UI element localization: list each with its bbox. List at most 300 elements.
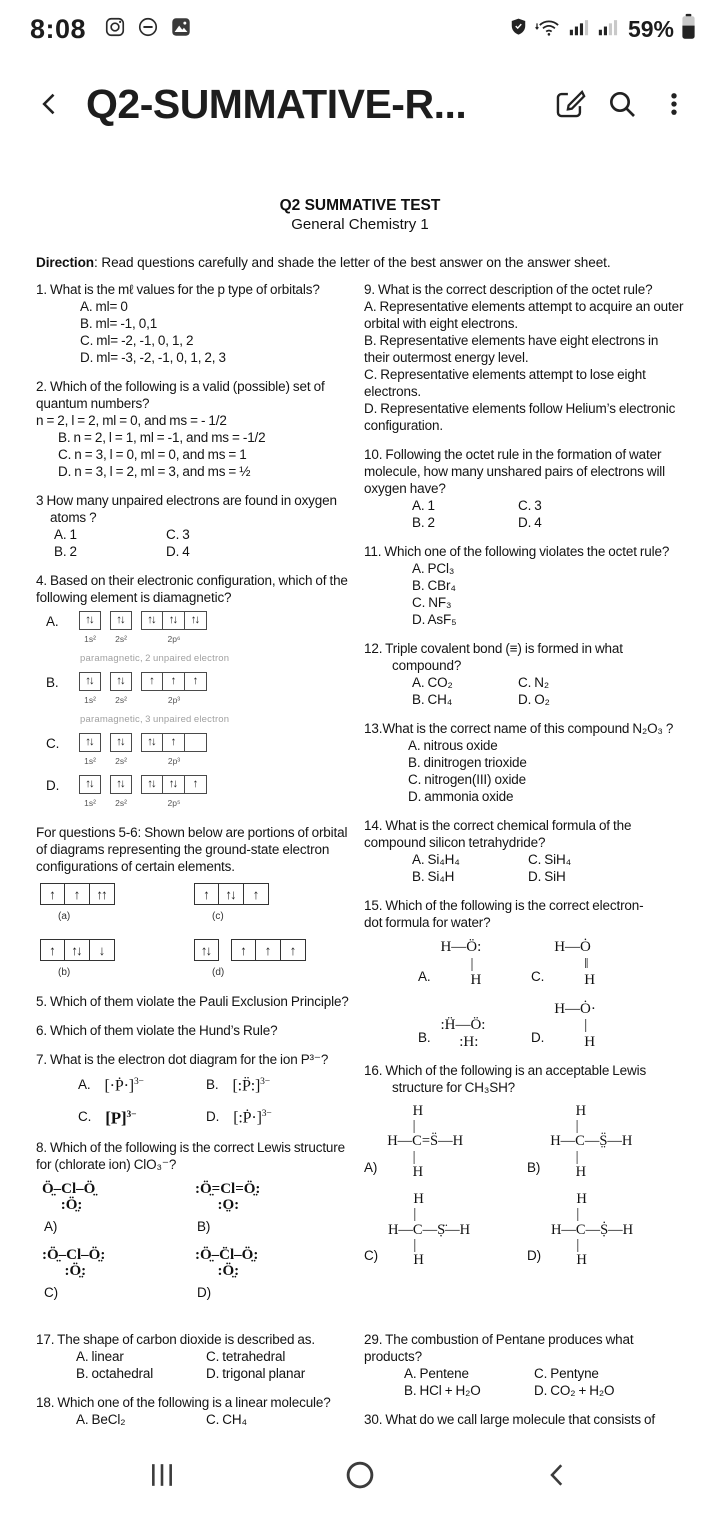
orbital-box: ↑ — [40, 883, 65, 905]
orbital-group — [141, 733, 207, 770]
structure-line: H — [550, 1163, 587, 1180]
question-text: 1. What is the mℓ values for the p type of orbitals? — [36, 282, 320, 297]
orbital-box: ↑↓ — [79, 775, 101, 794]
status-time: 8:08 — [30, 13, 87, 44]
structure-lines — [551, 1192, 633, 1268]
structure-line: H — [387, 1191, 424, 1208]
column-left — [36, 281, 356, 1300]
question-option: D. trigonal planar — [206, 1366, 306, 1381]
orbital-boxes — [194, 939, 340, 961]
question-option: B. Representative elements have eight electrons in their outermost energy level. — [364, 333, 659, 365]
orbital-boxes — [40, 939, 190, 961]
option-letter: C) — [44, 1284, 58, 1300]
adblock-shield-icon — [509, 16, 528, 42]
orbital-box: ↑ — [163, 672, 185, 691]
orbital-group — [141, 672, 207, 709]
orbital-subshell-label: 2p⁵ — [167, 798, 181, 808]
orbital-box: ↑ — [141, 672, 163, 691]
option-letter: D) — [197, 1284, 211, 1300]
orbital-subshell-label: 1s² — [84, 798, 96, 808]
orbital-boxes — [141, 672, 207, 691]
question-options-grid — [36, 1411, 356, 1428]
question-text: 18. Which one of the following is a linear molecule? — [36, 1395, 331, 1410]
question-text: 5. Which of them violate the Pauli Exclusion Principle? — [36, 994, 349, 1009]
electron-dot-diagram — [206, 1074, 356, 1094]
structure-line: :Ḧ—Ö: — [440, 1017, 486, 1033]
structure-line: :Ö̤–C̈l–Ö̤: — [195, 1246, 259, 1263]
orbital-subshell-label: 1s² — [84, 756, 96, 766]
structure-lines — [388, 1192, 470, 1268]
question-options-grid — [364, 851, 684, 885]
structure-line: :Ö̤: — [42, 1197, 83, 1214]
electron-dot-diagram — [206, 1106, 356, 1126]
structure-line: H — [550, 1103, 587, 1119]
orbital-box: ↑ — [65, 883, 90, 905]
option-letter: C. — [78, 1108, 92, 1124]
orbital-box-group — [231, 939, 306, 961]
dot-structure: $[P]^{3-}$ — [105, 1108, 137, 1128]
structure-lines — [440, 939, 481, 989]
question-text: 8. Which of the following is the correct Lewis structure for (chlorate ion) ClO₃⁻? — [36, 1139, 345, 1172]
structure-line: ‖ — [554, 955, 589, 972]
orbital-box: ↑ — [231, 939, 256, 961]
dot-structure: [:P̈:]$^{3-}$ — [232, 1077, 270, 1095]
test-title: Q2 SUMMATIVE TEST — [279, 197, 441, 214]
lewis-structure — [364, 1192, 521, 1268]
option-letter: A) — [44, 1218, 58, 1234]
structure-line: H—C=S̈—H — [387, 1133, 464, 1150]
orbital-box — [185, 733, 207, 752]
lewis-structure — [527, 1104, 684, 1180]
question-text-continued: compound? — [392, 658, 462, 673]
question-option: A. nitrous oxide — [408, 738, 498, 753]
orbital-box: ↑ — [244, 883, 269, 905]
structure-line: H — [550, 1251, 587, 1268]
question-option: n = 2, l = 2, ml = 0, and ms = - 1/2 — [36, 413, 227, 428]
structure-line: :Ö̤–Cl–Ö̤: — [42, 1246, 106, 1263]
question-text: 7. What is the electron dot diagram for the ion P³⁻? — [36, 1052, 329, 1067]
question-text: For questions 5-6: Shown below are portions of orbital of diagrams representing the ground-state electron configurations of certain elements. — [36, 825, 348, 874]
question-block — [36, 1022, 356, 1039]
orbital-boxes — [79, 733, 101, 752]
structure-lines — [554, 1001, 596, 1051]
question-option: A. BeCl₂ — [76, 1412, 126, 1427]
question-option: A. CO₂ — [412, 675, 453, 690]
structure-lines — [42, 1247, 105, 1280]
question-option: B. Si₄H — [412, 869, 455, 884]
structure-line: :Ö̤=Cl=Ö̤: — [195, 1180, 261, 1197]
question-option: D. ml= -3, -2, -1, 0, 1, 2, 3 — [80, 350, 226, 365]
battery-percent: 59% — [627, 15, 674, 42]
question-option: C. nitrogen(III) oxide — [408, 772, 527, 787]
orbital-option-row — [46, 672, 356, 709]
option-letter: B) — [527, 1160, 541, 1176]
question-option: A. Si₄H₄ — [412, 852, 460, 867]
orbital-note: paramagnetic, 3 unpaired electron — [80, 714, 230, 725]
question-block — [36, 492, 356, 560]
test-subtitle: General Chemistry 1 — [291, 216, 429, 233]
option-letter: A. — [78, 1076, 91, 1092]
structure-line: H—C—Ṩ—H — [550, 1221, 634, 1238]
question-block — [36, 1051, 356, 1127]
question-option: D. O₂ — [518, 692, 550, 707]
structure-line: | — [387, 1148, 416, 1165]
overflow-menu-icon[interactable] — [648, 76, 700, 132]
orbital-subshell-label: 2s² — [115, 695, 127, 705]
structure-line: H—C—Ṣ̈—H — [387, 1221, 471, 1238]
orbital-figure — [40, 883, 190, 925]
orbital-group — [79, 733, 101, 770]
structure-line: Ö̤–Cl–Ö̤ — [42, 1180, 96, 1197]
structure-line: H — [387, 1163, 424, 1180]
question-option: D. AsF₅ — [412, 612, 457, 627]
orbital-boxes — [110, 733, 132, 752]
question-text: 29. The combustion of Pentane produces what products? — [364, 1332, 634, 1364]
orbital-box: ↑ — [256, 939, 281, 961]
question-text-continued: atoms ? — [50, 510, 97, 525]
question-options-grid — [364, 674, 684, 708]
lewis-structure — [364, 1104, 521, 1180]
orbital-box: ↑ — [185, 775, 207, 794]
orbital-box: ↑↓ — [110, 672, 132, 691]
structure-line: H — [554, 972, 596, 988]
question-text: 14. What is the correct chemical formula of the compound silicon tetrahydride? — [364, 818, 632, 850]
orbital-boxes — [110, 611, 132, 630]
orbital-boxes — [79, 611, 101, 630]
document-title-truncated: Q2-SUMMATIVE-R... — [86, 80, 467, 127]
question-option: A. 1 — [54, 527, 77, 542]
app-bar — [0, 58, 720, 150]
two-column-layout — [36, 281, 684, 1300]
question-option: B. CH₄ — [412, 692, 453, 707]
question-text: 12. Triple covalent bond (≡) is formed in what — [364, 641, 623, 656]
gallery-icon — [170, 16, 192, 43]
orbital-box: ↑↓ — [163, 611, 185, 630]
orbital-boxes — [110, 672, 132, 691]
question-block — [364, 446, 684, 531]
orbital-figure — [194, 939, 340, 981]
question-option: C. Pentyne — [534, 1366, 599, 1381]
orbital-boxes — [79, 672, 101, 691]
structure-line: H—Ȯ — [554, 939, 591, 955]
structure-line: H — [387, 1251, 424, 1268]
document-questions — [36, 281, 684, 1457]
structure-line: | — [550, 1206, 580, 1223]
orbital-group — [110, 775, 132, 812]
question-option: B. ml= -1, 0,1 — [80, 316, 158, 331]
question-options-grid — [36, 1348, 356, 1382]
question-option: C. tetrahedral — [206, 1349, 286, 1364]
question-block — [36, 572, 356, 812]
battery-icon — [681, 13, 696, 45]
question-option: C. 3 — [518, 498, 542, 513]
question-option: D. ammonia oxide — [408, 789, 514, 804]
structure-line: | — [387, 1206, 417, 1223]
orbital-boxes — [141, 611, 207, 630]
orbital-box: ↑↓ — [79, 611, 101, 630]
question-text: 4. Based on their electronic configuration, which of the following element is diamagnetic? — [36, 573, 348, 605]
orbital-group — [79, 775, 101, 812]
wifi-calling-icon — [535, 16, 561, 43]
orbital-note: paramagnetic, 2 unpaired electron — [80, 653, 230, 664]
question-option: C. Representative elements attempt to lose eight electrons. — [364, 367, 646, 399]
question-option: C. CH₄ — [206, 1412, 247, 1427]
figure-label: (a) — [58, 911, 71, 922]
question-option: D. 4 — [166, 544, 190, 559]
orbital-box: ↑ — [40, 939, 65, 961]
system-status-icons — [509, 13, 696, 45]
question-block — [364, 543, 684, 628]
orbital-subshell-label: 2p³ — [167, 695, 181, 705]
option-letter: A. — [46, 614, 59, 629]
orbital-boxes — [79, 775, 101, 794]
structure-line: :Ö̤: — [42, 1263, 87, 1280]
orbital-figure — [40, 939, 190, 981]
question-option: B. HCl + H₂O — [404, 1383, 481, 1398]
orbital-subshell-label: 2s² — [115, 798, 127, 808]
question-block — [364, 720, 684, 805]
question-option: A. PCl₃ — [412, 561, 455, 576]
option-letter: D. — [46, 778, 60, 793]
question-option: B. n = 2, l = 1, ml = -1, and ms = -1/2 — [58, 430, 266, 445]
direction-label: Direction — [36, 255, 95, 270]
structure-lines — [42, 1181, 95, 1214]
orbital-group — [141, 611, 207, 648]
question-text: 3 How many unpaired electrons are found in oxygen — [36, 493, 337, 508]
question-block — [36, 1139, 356, 1301]
question-option: A. Pentene — [404, 1366, 469, 1381]
question-text: 2. Which of the following is a valid (possible) set of quantum numbers? — [36, 379, 325, 411]
lewis-structure — [531, 939, 638, 989]
orbital-box-group — [194, 939, 219, 961]
orbital-option-row — [46, 611, 356, 648]
question-option: C. N₂ — [518, 675, 549, 690]
orbital-boxes — [40, 883, 190, 905]
orbital-subshell-label: 2s² — [115, 756, 127, 766]
orbital-box: ↑↓ — [141, 733, 163, 752]
structure-lines — [195, 1181, 260, 1214]
orbital-subshell-label: 2s² — [115, 634, 127, 644]
question-option: C. 3 — [166, 527, 190, 542]
structure-lines — [195, 1247, 258, 1280]
question-block — [36, 1331, 356, 1382]
question-option: C. NF₃ — [412, 595, 452, 610]
orbital-subshell-label: 2p⁶ — [167, 634, 181, 644]
option-letter: C. — [46, 736, 60, 751]
orbital-option-row — [46, 775, 356, 812]
question-option: B. 2 — [54, 544, 77, 559]
direction-text: : Read questions carefully and shade the letter of the best answer on the answer sheet. — [94, 255, 611, 270]
orbital-box: ↓ — [90, 939, 115, 961]
lewis-structure-grid — [418, 939, 638, 1050]
question-option: D. 4 — [518, 515, 542, 530]
structure-line: | — [554, 1017, 588, 1033]
question-text-continued: dot formula for water? — [364, 915, 491, 930]
orbital-boxes — [141, 775, 207, 794]
back-icon[interactable] — [528, 1445, 588, 1505]
document-section — [36, 281, 684, 1300]
orbital-boxes — [194, 883, 340, 905]
structure-lines — [440, 1017, 485, 1050]
question-options-grid — [36, 526, 356, 560]
lewis-structure — [418, 939, 525, 989]
electron-dot-diagram — [78, 1074, 206, 1094]
home-icon[interactable] — [330, 1445, 390, 1505]
orbital-box: ↑↓ — [141, 611, 163, 630]
charge-superscript: 3− — [260, 1077, 270, 1087]
structure-line: :Ö̤: — [195, 1263, 240, 1280]
edit-icon[interactable] — [544, 76, 596, 132]
question-options-grid — [364, 1365, 684, 1399]
structure-lines — [550, 1104, 632, 1180]
electron-dot-diagram — [78, 1106, 206, 1126]
question-block — [364, 897, 684, 1050]
search-icon[interactable] — [596, 76, 648, 132]
question-text: 13.What is the correct name of this compound N₂O₃ ? — [364, 721, 674, 736]
question-text: 10. Following the octet rule in the formation of water molecule, how many unshared pairs of electrons will oxygen have? — [364, 447, 665, 496]
lewis-structure-grid — [42, 1181, 342, 1301]
structure-lines — [387, 1104, 463, 1180]
structure-line: H — [440, 972, 482, 988]
orbital-box: ↑↓ — [110, 733, 132, 752]
lewis-structure — [527, 1192, 684, 1268]
structure-line: | — [440, 955, 474, 972]
question-option: D. CO₂ + H₂O — [534, 1383, 615, 1398]
structure-line: H — [554, 1033, 596, 1050]
lewis-structure — [195, 1181, 342, 1235]
direction-line — [36, 254, 684, 271]
recent-apps-icon[interactable] — [132, 1445, 192, 1505]
question-block — [36, 378, 356, 480]
question-option: A. 1 — [412, 498, 435, 513]
question-option: B. CBr₄ — [412, 578, 456, 593]
figure-label: (c) — [212, 911, 224, 922]
question-block — [36, 824, 356, 981]
structure-line: H — [387, 1103, 424, 1119]
question-text: 9. What is the correct description of the octet rule? — [364, 282, 653, 297]
option-letter: D. — [206, 1108, 220, 1124]
question-text: 30. What do we call large molecule that consists of — [364, 1412, 656, 1427]
orbital-box: ↑ — [281, 939, 306, 961]
android-nav-bar — [0, 1430, 720, 1520]
orbital-box: ↑↓ — [194, 939, 219, 961]
option-letter: A) — [364, 1160, 378, 1176]
orbital-box: ↑↓ — [65, 939, 90, 961]
question-text: 6. Which of them violate the Hund’s Rule? — [36, 1023, 278, 1038]
orbital-subshell-label: 1s² — [84, 634, 96, 644]
orbital-box: ↑↓ — [110, 775, 132, 794]
figure-label: (d) — [212, 967, 225, 978]
question-option: C. SiH₄ — [528, 852, 571, 867]
question-option: B. octahedral — [76, 1366, 154, 1381]
lewis-structure — [195, 1247, 342, 1301]
question-text: 11. Which one of the following violates the octet rule? — [364, 544, 670, 559]
do-not-disturb-icon — [137, 16, 159, 43]
question-option: A. Representative elements attempt to acquire an outer orbital with eight electrons. — [364, 299, 684, 331]
structure-line: :O̤: — [195, 1197, 240, 1214]
option-letter: B) — [197, 1218, 211, 1234]
question-option: D. Representative elements follow Helium’s electronic configuration. — [364, 401, 676, 433]
notification-icons — [104, 16, 192, 43]
structure-line: :H: — [440, 1033, 479, 1050]
lewis-structure — [418, 1001, 525, 1051]
back-chevron-icon[interactable] — [24, 76, 76, 132]
question-option: D. n = 3, l = 2, ml = 3, and ms = ½ — [58, 464, 251, 479]
structure-line: | — [550, 1148, 579, 1165]
question-block — [364, 640, 684, 708]
column-right — [364, 281, 684, 1285]
question-option: C. ml= -2, -1, 0, 1, 2 — [80, 333, 194, 348]
question-block — [36, 993, 356, 1010]
question-option: A. ml= 0 — [80, 299, 128, 314]
structure-line: H—Ö: — [440, 939, 482, 955]
structure-line: H—Ȯ· — [554, 1000, 596, 1017]
option-letter: C) — [364, 1248, 378, 1264]
lewis-structure — [42, 1181, 189, 1235]
orbital-subshell-label: 2p³ — [167, 756, 181, 766]
option-letter: B. — [418, 1030, 431, 1045]
dot-structure: [:Ṗ·]$^{3-}$ — [233, 1109, 272, 1127]
question-option: B. 2 — [412, 515, 435, 530]
question-block — [364, 1062, 684, 1268]
orbital-group — [79, 672, 101, 709]
charge-superscript: 3− — [126, 1109, 137, 1120]
question-block — [36, 1394, 356, 1428]
question-text: 17. The shape of carbon dioxide is described as. — [36, 1332, 315, 1347]
orbital-box: ↑↓ — [141, 775, 163, 794]
orbital-box: ↑↓ — [110, 611, 132, 630]
question-text: 15. Which of the following is the correct electron- — [364, 898, 644, 913]
option-letter: B. — [46, 675, 59, 690]
charge-superscript: 3− — [261, 1109, 272, 1120]
option-letter: D) — [527, 1248, 541, 1264]
orbital-box: ↑↓ — [219, 883, 244, 905]
option-letter: C. — [531, 968, 545, 984]
orbital-box-group — [40, 939, 115, 961]
orbital-box: ↑↓ — [185, 611, 207, 630]
dot-structure: [·Ṗ·]$^{3-}$ — [104, 1077, 144, 1095]
orbital-subshell-label: 1s² — [84, 695, 96, 705]
question-block — [364, 1331, 684, 1399]
orbital-box: ↑↑ — [90, 883, 115, 905]
orbital-box: ↑ — [185, 672, 207, 691]
structure-line: | — [550, 1236, 580, 1253]
document-scroll-area[interactable] — [0, 150, 720, 1430]
lewis-structure — [531, 1001, 638, 1051]
orbital-option-row — [46, 733, 356, 770]
orbital-box-group — [194, 883, 269, 905]
question-option: B. dinitrogen trioxide — [408, 755, 527, 770]
orbital-box: ↑↓ — [163, 775, 185, 794]
option-letter: A. — [418, 968, 431, 984]
orbital-box: ↑ — [194, 883, 219, 905]
structure-line: | — [387, 1236, 417, 1253]
structure-line: | — [387, 1118, 416, 1135]
question-block — [36, 281, 356, 366]
figure-label: (b) — [58, 967, 71, 978]
question-options-grid — [364, 497, 684, 531]
question-text-continued: structure for CH₃SH? — [392, 1080, 516, 1095]
question-option: D. SiH — [528, 869, 566, 884]
orbital-box: ↑↓ — [79, 733, 101, 752]
orbital-group — [79, 611, 101, 648]
orbital-figures — [40, 883, 340, 981]
lewis-structure — [42, 1247, 189, 1301]
orbital-boxes — [141, 733, 207, 752]
question-text: 16. Which of the following is an acceptable Lewis — [364, 1063, 647, 1078]
structure-line: H—C—S̤̈—H — [550, 1133, 633, 1150]
question-option: A. linear — [76, 1349, 124, 1364]
